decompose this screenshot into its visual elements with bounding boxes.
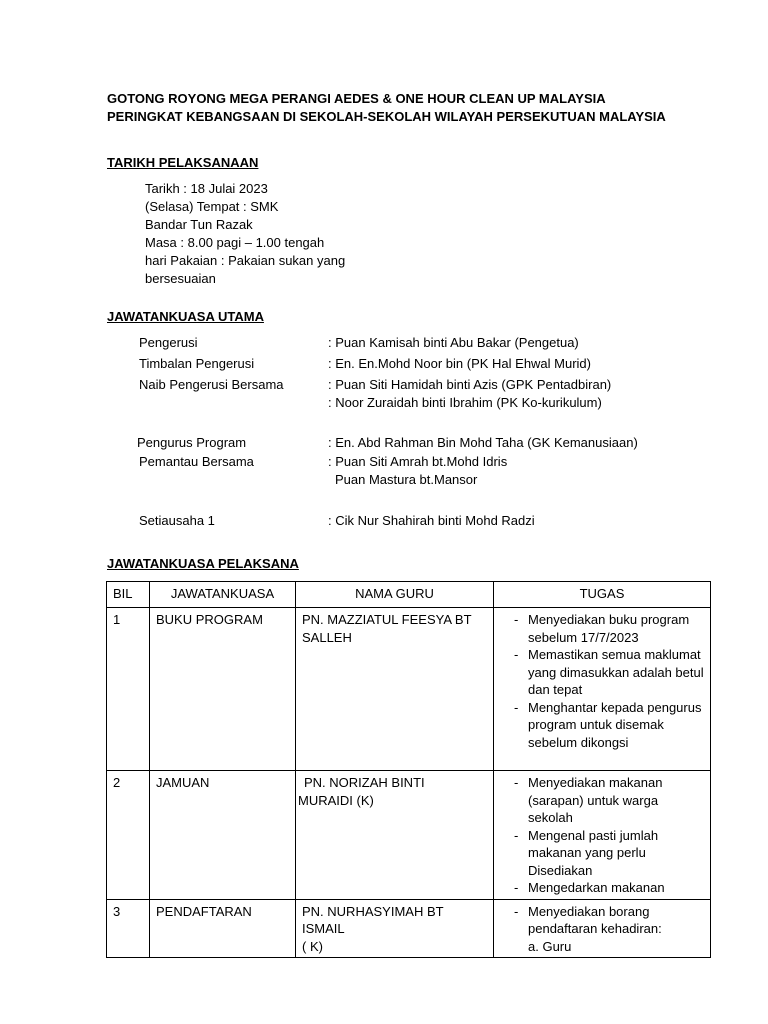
utama-heading: JAWATANKUASA UTAMA: [107, 309, 264, 324]
row-nama-guru: [296, 771, 494, 900]
nama-line-2: ( K): [302, 938, 323, 954]
row-bil: 2: [107, 771, 150, 900]
naib-value-1: : Puan Siti Hamidah binti Azis (GPK Pentadbiran): [328, 377, 612, 392]
nama-line-2: MURAIDI (K): [298, 792, 374, 808]
title-line-1: GOTONG ROYONG MEGA PERANGI AEDES & ONE HOUR CLEAN UP MALAYSIA: [107, 91, 606, 106]
tarikh-line-1: Tarikh : 18 Julai 2023: [145, 181, 268, 196]
pemantau-value-2: Puan Mastura bt.Mansor: [335, 472, 478, 487]
pengerusi-value: : Puan Kamisah binti Abu Bakar (Pengetua): [328, 335, 579, 350]
tugas-item: - Memastikan semua maklumat yang dimasukkan adalah betul dan tepat: [514, 646, 704, 699]
row-jawatankuasa: JAMUAN: [150, 771, 296, 900]
table-header-row: [107, 582, 711, 608]
row-jawatankuasa: PENDAFTARAN: [150, 899, 296, 958]
header-jawatankuasa: JAWATANKUASA: [150, 582, 296, 608]
document-title: [107, 90, 666, 126]
tugas-list: [500, 611, 704, 751]
row-nama-guru: PN. MAZZIATUL FEESYA BT SALLEH: [296, 608, 494, 771]
nama-line-1: PN. NORIZAH BINTI: [304, 775, 425, 790]
row-bil: 3: [107, 899, 150, 958]
program-value: : En. Abd Rahman Bin Mohd Taha (GK Kemanusiaan): [328, 435, 638, 450]
pemantau-value-1: : Puan Siti Amrah bt.Mohd Idris: [328, 454, 508, 469]
tugas-subitem: a. Guru: [528, 938, 572, 954]
table-row: [107, 771, 711, 900]
tugas-item: - Menghantar kepada pengurus program untuk disemak sebelum dikongsi: [514, 699, 704, 752]
header-nama-guru: NAMA GURU: [296, 582, 494, 608]
program-role: Pengurus Program: [137, 435, 247, 450]
pengerusi-role: Pengerusi: [139, 335, 198, 350]
tugas-list: [500, 774, 704, 897]
setiausaha-role: Setiausaha 1: [139, 513, 215, 528]
title-line-2: PERINGKAT KEBANGSAAN DI SEKOLAH-SEKOLAH WILAYAH PERSEKUTUAN MALAYSIA: [107, 109, 666, 124]
naib-value-2: : Noor Zuraidah binti Ibrahim (PK Ko-kurikulum): [328, 395, 602, 410]
row-tugas: [494, 608, 711, 771]
tarikh-line-5: hari Pakaian : Pakaian sukan yang: [145, 253, 346, 268]
tarikh-line-3: Bandar Tun Razak: [145, 217, 253, 232]
tugas-item: - Menyediakan borang pendaftaran kehadiran:: [514, 903, 704, 938]
nama-line-1: PN. NURHASYIMAH BT ISMAIL: [302, 903, 444, 936]
setiausaha-value: : Cik Nur Shahirah binti Mohd Radzi: [328, 513, 535, 528]
timbalan-value: : En. En.Mohd Noor bin (PK Hal Ehwal Murid): [328, 356, 591, 371]
tarikh-heading: TARIKH PELAKSANAAN: [107, 155, 259, 170]
row-tugas: [494, 899, 711, 958]
tugas-item: - Mengedarkan makanan: [514, 879, 704, 897]
tarikh-line-4: Masa : 8.00 pagi – 1.00 tengah: [145, 235, 325, 250]
pelaksana-table: [106, 581, 711, 958]
row-bil: 1: [107, 608, 150, 771]
tarikh-line-6: bersesuaian: [145, 271, 216, 286]
row-jawatankuasa: BUKU PROGRAM: [150, 608, 296, 771]
table-row: [107, 899, 711, 958]
naib-role: Naib Pengerusi Bersama: [139, 377, 284, 392]
tugas-item: - Mengenal pasti jumlah makanan yang perlu Disediakan: [514, 827, 704, 880]
header-bil: BIL: [107, 582, 150, 608]
timbalan-role: Timbalan Pengerusi: [139, 356, 255, 371]
tugas-item: - Menyediakan buku program sebelum 17/7/2023: [514, 611, 704, 646]
tarikh-line-2: (Selasa) Tempat : SMK: [145, 199, 279, 214]
header-tugas: TUGAS: [494, 582, 711, 608]
pemantau-role: Pemantau Bersama: [139, 454, 254, 469]
tugas-item: - Menyediakan makanan (sarapan) untuk warga sekolah: [514, 774, 704, 827]
tugas-list: [500, 903, 704, 938]
table-row: [107, 608, 711, 771]
pelaksana-heading: JAWATANKUASA PELAKSANA: [107, 556, 299, 571]
row-tugas: [494, 771, 711, 900]
row-nama-guru: [296, 899, 494, 958]
